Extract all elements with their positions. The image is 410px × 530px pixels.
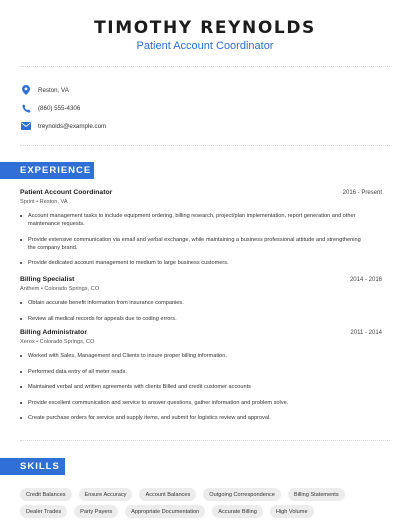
job-bullet: Maintained verbal and written agreements with clients Billed and credit customer accounts xyxy=(20,383,382,391)
job-bullet: Review all medical records for appeals due to coding errors. xyxy=(20,315,382,323)
job-bullets xyxy=(20,212,382,267)
contact-location-text: Reston, VA xyxy=(38,86,69,94)
skill-tag: Account Balances xyxy=(139,488,196,501)
job-title: Billing Administrator xyxy=(20,329,87,336)
job-company: Anthem • Colorado Springs, CO xyxy=(20,286,100,292)
job-bullet: Provide excellent communication and service to answer questions, gather information and problem solve. xyxy=(20,399,382,407)
experience-heading: EXPERIENCE xyxy=(0,162,94,179)
contact-email-text: treynolds@example.com xyxy=(38,122,107,130)
job-bullet: Performed data entry of all meter reads. xyxy=(20,368,382,376)
job-bullet: Create purchase orders for service and supply items, and submit for logistics review and approval. xyxy=(20,414,382,422)
job-bullet: Provide extensive communication via email and verbal exchange, while maintaining a business professional attitude and strengthening the company brand. xyxy=(20,236,382,252)
job-dates: 2016 - Present xyxy=(342,190,382,196)
experience-item xyxy=(20,189,382,267)
skill-tag: Credit Balances xyxy=(20,488,72,501)
job-dates: 2014 - 2016 xyxy=(349,277,382,283)
job-bullet: Account management tasks to include equipment ordering, billing research, project/plan implementation, report generation and other maintenance requests. xyxy=(20,212,382,228)
job-bullet: Provide dedicated account management to medium to large business customers. xyxy=(20,259,382,267)
job-company: Xerox • Colorado Springs, CO xyxy=(20,339,95,345)
email-icon xyxy=(20,120,32,132)
job-title-header: Patient Account Coordinator xyxy=(136,40,274,52)
contact-location xyxy=(20,84,69,96)
experience-item xyxy=(20,329,382,422)
skills-list xyxy=(20,488,390,522)
contact-email xyxy=(20,120,106,132)
skill-tag: Ensure Accuracy xyxy=(79,488,133,501)
divider xyxy=(20,66,390,67)
phone-icon xyxy=(20,102,32,114)
divider xyxy=(20,145,390,146)
divider xyxy=(20,440,390,441)
experience-item xyxy=(20,276,382,323)
candidate-name: TIMOTHY REYNOLDS xyxy=(94,18,316,38)
job-bullets xyxy=(20,299,382,323)
skill-tag: High Volume xyxy=(270,505,314,518)
job-bullet: Obtain accurate benefit information from insurance companies. xyxy=(20,299,382,307)
job-title: Patient Account Coordinator xyxy=(20,189,113,196)
job-dates: 2011 - 2014 xyxy=(350,330,382,336)
skill-tag: Accurate Billing xyxy=(212,505,263,518)
location-pin-icon xyxy=(20,84,32,96)
skill-tag: Billing Statements xyxy=(288,488,345,501)
skills-heading: SKILLS xyxy=(0,458,65,475)
skill-tag: Party Payers xyxy=(74,505,118,518)
contact-phone xyxy=(20,102,80,114)
job-bullets xyxy=(20,352,382,422)
skill-tag: Appropriate Documentation xyxy=(125,505,205,518)
job-title: Billing Specialist xyxy=(20,276,75,283)
contact-phone-text: (860) 555-4306 xyxy=(38,104,81,112)
skill-tag: Dealer Trades xyxy=(20,505,67,518)
job-bullet: Worked with Sales, Management and Clients to insure proper billing information. xyxy=(20,352,382,360)
job-company: Sprint • Reston, VA xyxy=(20,199,68,205)
skill-tag: Outgoing Correspondence xyxy=(203,488,281,501)
